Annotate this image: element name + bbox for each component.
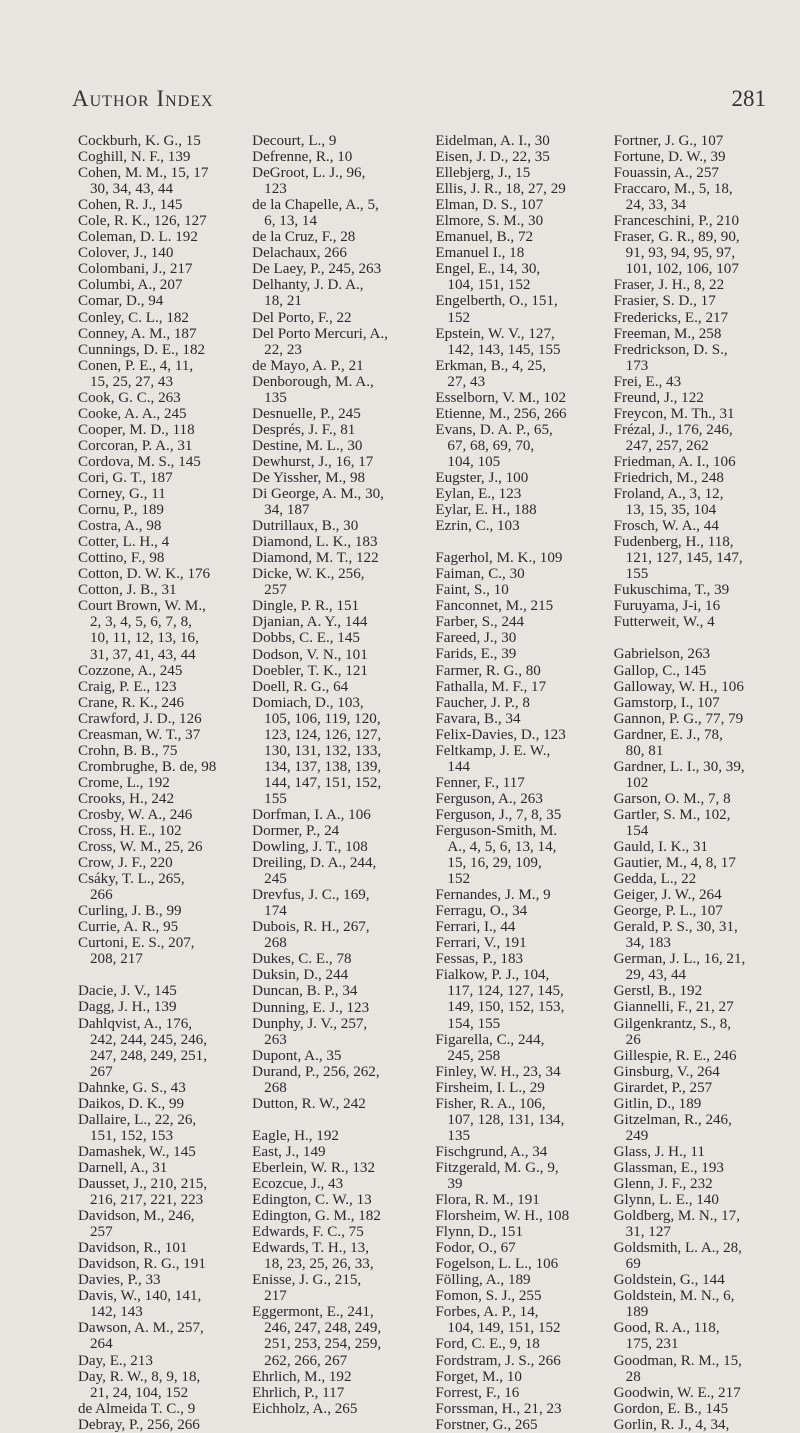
letter-group-gap	[614, 630, 778, 646]
index-entry: Ferguson, J., 7, 8, 35	[435, 806, 562, 823]
index-entry: Firsheim, I. L., 29	[435, 1079, 545, 1096]
index-entry: Figarella, C., 244, 245, 258	[435, 1031, 545, 1064]
index-entry: Fraser, G. R., 89, 90, 91, 93, 94, 95, 97, 101, 102, 106, 107	[613, 229, 740, 278]
index-entry: Ellebjerg, J., 15	[435, 165, 531, 182]
index-entry: Dallaire, L., 22, 26, 151, 152, 153	[78, 1111, 197, 1144]
index-entry: Farids, E., 39	[435, 646, 517, 663]
index-entry: Curling, J. B., 99	[78, 903, 182, 920]
index-entry: Dorfman, I. A., 106	[252, 806, 371, 823]
index-entry: Fraccaro, M., 5, 18, 24, 33, 34	[613, 181, 733, 214]
index-entry: Fredrickson, D. S., 173	[613, 341, 728, 374]
index-entry: Cooke, A. A., 245	[78, 405, 187, 422]
index-entry: Etienne, M., 256, 266	[435, 405, 567, 422]
index-entry: Gardner, L. I., 30, 39, 102	[613, 758, 745, 791]
index-entry: Fortune, D. W., 39	[613, 149, 726, 166]
index-entry: Ferrari, I., 44	[435, 919, 516, 936]
index-entry: Garson, O. M., 7, 8	[613, 790, 731, 807]
index-entry: Faiman, C., 30	[435, 566, 525, 583]
index-entry: Faint, S., 10	[435, 582, 509, 599]
index-entry: Cook, G. C., 263	[78, 389, 181, 406]
index-entry: Di George, A. M., 30, 34, 187	[252, 486, 384, 519]
index-entry: Gerstl, B., 192	[613, 983, 703, 1000]
index-entry: Dodson, V. N., 101	[252, 646, 368, 663]
index-entry: Esselborn, V. M., 102	[435, 389, 567, 406]
index-entry: Finley, W. H., 23, 34	[435, 1063, 561, 1080]
index-entry: Goldstein, M. N., 6, 189	[613, 1288, 735, 1321]
index-entry: Goodwin, W. E., 217	[613, 1384, 741, 1401]
index-entry: Gitzelman, R., 246, 249	[613, 1111, 732, 1144]
index-entry: Diamond, M. T., 122	[252, 550, 379, 567]
index-entry: Del Porto, F., 22	[252, 309, 352, 326]
index-entry: Dahnke, G. S., 43	[78, 1079, 186, 1096]
index-entry: Galloway, W. H., 106	[613, 678, 744, 695]
index-entry: Freund, J., 122	[613, 389, 704, 406]
index-entry: Colover, J., 140	[78, 245, 174, 262]
index-entry: Corney, G., 11	[78, 486, 166, 503]
index-entry: Faucher, J. P., 8	[435, 694, 530, 711]
index-entry: Flora, R. M., 191	[435, 1192, 540, 1209]
index-entry: Dowling, J. T., 108	[252, 839, 368, 856]
index-entry: Després, J. F., 81	[252, 421, 356, 438]
index-entry: Flynn, D., 151	[435, 1224, 524, 1241]
index-entry: Gorlin, R. J., 4, 34,	[613, 1416, 730, 1433]
index-entry: Eagle, H., 192	[252, 1127, 339, 1144]
index-entry: Fagerhol, M. K., 109	[435, 550, 563, 567]
index-entry: Corcoran, P. A., 31	[78, 437, 193, 454]
index-entry: Gitlin, D., 189	[613, 1095, 702, 1112]
index-entry: Epstein, W. V., 127, 142, 143, 145, 155	[435, 325, 561, 358]
index-entry: Elmore, S. M., 30	[435, 213, 544, 230]
index-entry: Frasier, S. D., 17	[613, 293, 716, 310]
index-entry: Eisen, J. D., 22, 35	[435, 149, 550, 166]
index-entry: Dewhurst, J., 16, 17	[252, 453, 374, 470]
index-entry: Eggermont, E., 241, 246, 247, 248, 249, 251, 253, 254, 259, 262, 266, 267	[252, 1304, 382, 1369]
index-entry: Fomon, S. J., 255	[435, 1288, 542, 1305]
index-entry: Cockburh, K. G., 15	[78, 133, 201, 149]
index-entry: Conney, A. M., 187	[78, 325, 197, 342]
letter-group-gap	[435, 534, 601, 550]
index-entry: Gabrielson, 263	[613, 646, 711, 663]
index-entry: Glynn, L. E., 140	[613, 1192, 719, 1209]
index-entry: Fudenberg, H., 118, 121, 127, 145, 147, 155	[613, 534, 743, 583]
index-entry: Gillespie, R. E., 246	[613, 1047, 737, 1064]
index-entry: Eichholz, A., 265	[252, 1400, 358, 1417]
index-entry: Fisher, R. A., 106, 107, 128, 131, 134, 135	[435, 1095, 565, 1144]
index-entry: Delhanty, J. D. A., 18, 21	[252, 277, 364, 310]
running-head: Author Index	[72, 86, 214, 111]
index-entry: Fortner, J. G., 107	[613, 133, 724, 149]
index-entry: Cooper, M. D., 118	[78, 421, 195, 438]
index-entry: Erkman, B., 4, 25, 27, 43	[435, 357, 547, 390]
index-entry: Dunning, E. J., 123	[252, 999, 370, 1016]
index-entry: Felix-Davies, D., 123	[435, 726, 566, 743]
index-entry: Damashek, W., 145	[78, 1143, 196, 1160]
index-entry: Elman, D. S., 107	[435, 197, 544, 214]
index-entry: Davidson, R., 101	[78, 1240, 188, 1257]
index-entry: Fessas, P., 183	[435, 951, 524, 968]
index-entry: Friedman, A. I., 106	[613, 453, 736, 470]
index-entry: Crooks, H., 242	[78, 790, 175, 807]
index-entry: Forssman, H., 21, 23	[435, 1400, 562, 1417]
index-entry: Forrest, F., 16	[435, 1384, 520, 1401]
index-column-3	[435, 133, 601, 1433]
index-entry: Ferragu, O., 34	[435, 903, 528, 920]
index-entry: Florsheim, W. H., 108	[435, 1208, 570, 1225]
index-entry: Fenner, F., 117	[435, 774, 525, 791]
index-entry: Dahlqvist, A., 176, 242, 244, 245, 246, 247, 248, 249, 251, 267	[78, 1015, 207, 1080]
index-entry: Gilgenkrantz, S., 8, 26	[613, 1015, 732, 1048]
index-entry: Dutrillaux, B., 30	[252, 518, 359, 535]
index-entry: Eugster, J., 100	[435, 469, 529, 486]
index-entry: Creasman, W. T., 37	[78, 726, 201, 743]
index-entry: Craig, P. E., 123	[78, 678, 177, 695]
index-entry: Decourt, L., 9	[252, 133, 337, 149]
index-entry: Gauld, I. K., 31	[613, 839, 708, 856]
index-entry: Ferguson-Smith, M. A., 4, 5, 6, 13, 14, 15, 16, 29, 109, 152	[435, 822, 558, 888]
index-entry: Furuyama, J-i, 16	[613, 598, 721, 615]
index-entry: German, J. L., 16, 21, 29, 43, 44	[613, 951, 746, 984]
index-entry: Forstner, G., 265	[435, 1416, 538, 1433]
index-entry: Coleman, D. L. 192	[78, 229, 198, 246]
index-entry: Enisse, J. G., 215, 217	[252, 1272, 362, 1305]
index-entry: Gamstorp, I., 107	[613, 694, 720, 711]
index-entry: de Almeida T. C., 9	[78, 1400, 196, 1417]
index-entry: Engel, E., 14, 30, 104, 151, 152	[435, 261, 541, 294]
index-entry: Fischgrund, A., 34	[435, 1143, 548, 1160]
index-entry: Gerald, P. S., 30, 31, 34, 183	[613, 919, 738, 952]
index-entry: Darnell, A., 31	[78, 1159, 168, 1176]
index-entry: Ford, C. E., 9, 18	[435, 1336, 540, 1353]
index-entry: Cohen, M. M., 15, 17 30, 34, 43, 44	[78, 165, 209, 198]
index-entry: Glass, J. H., 11	[613, 1143, 705, 1160]
index-entry: Crane, R. K., 246	[78, 694, 185, 711]
index-entry: Comar, D., 94	[78, 293, 164, 310]
index-entry: Fanconnet, M., 215	[435, 598, 554, 615]
index-entry: Dausset, J., 210, 215, 216, 217, 221, 223	[78, 1176, 208, 1209]
index-entry: Dupont, A., 35	[252, 1047, 342, 1064]
index-entry: Ecozcue, J., 43	[252, 1176, 344, 1192]
index-entry: Forbes, A. P., 14, 104, 149, 151, 152	[435, 1304, 561, 1337]
index-entry: Emanuel I., 18	[435, 245, 525, 262]
index-entry: De Yissher, M., 98	[252, 469, 366, 486]
index-entry: Duksin, D., 244	[252, 967, 349, 984]
index-entry: Goldstein, G., 144	[613, 1272, 725, 1289]
index-entry: Futterweit, W., 4	[613, 614, 715, 631]
index-entry: Ferguson, A., 263	[435, 790, 543, 807]
index-entry: Eylan, E., 123	[435, 486, 522, 503]
index-entry: Fordstram, J. S., 266	[435, 1352, 561, 1369]
index-entry: Destine, M. L., 30	[252, 437, 363, 454]
index-entry: Gartler, S. M., 102, 154	[613, 806, 731, 839]
index-entry: Geiger, J. W., 264	[613, 887, 722, 904]
index-entry: Fialkow, P. J., 104, 117, 124, 127, 145, 149, 150, 152, 153, 154, 155	[435, 967, 565, 1032]
index-entry: Cotton, D. W. K., 176	[78, 566, 211, 583]
index-entry: Fraser, J. H., 8, 22	[613, 277, 725, 294]
index-entry: Froland, A., 3, 12, 13, 15, 35, 104	[613, 486, 724, 519]
index-entry: Delachaux, 266	[252, 245, 347, 262]
index-entry: Day, R. W., 8, 9, 18, 21, 24, 104, 152	[78, 1368, 201, 1401]
index-entry: Gedda, L., 22	[613, 871, 697, 888]
index-entry: de la Cruz, F., 28	[252, 229, 356, 246]
index-entry: Fukuschima, T., 39	[613, 582, 730, 599]
index-entry: Cozzone, A., 245	[78, 662, 183, 679]
index-entry: Cotter, L. H., 4	[78, 534, 170, 551]
index-entry: Costra, A., 98	[78, 518, 162, 535]
index-entry: Giannelli, F., 21, 27	[613, 999, 734, 1016]
index-entry: Conley, C. L., 182	[78, 309, 189, 326]
index-entry: Cottino, F., 98	[78, 550, 165, 567]
index-column-4	[613, 133, 778, 1433]
index-entry: Fredericks, E., 217	[613, 309, 729, 326]
index-entry: Dobbs, C. E., 145	[252, 630, 360, 647]
index-entry: Friedrich, M., 248	[613, 469, 724, 486]
index-entry: George, P. L., 107	[613, 903, 723, 920]
index-entry: Ezrin, C., 103	[435, 518, 520, 535]
index-entry: Dutton, R. W., 242	[252, 1095, 366, 1112]
index-entry: Drevfus, J. C., 169, 174	[252, 887, 370, 920]
letter-group-gap	[78, 967, 246, 983]
index-entry: Freeman, M., 258	[613, 325, 722, 342]
index-entry: Day, E., 213	[78, 1352, 153, 1369]
index-column-1	[78, 133, 246, 1433]
letter-group-gap	[252, 1112, 419, 1128]
index-entry: Emanuel, B., 72	[435, 229, 534, 246]
index-entry: Fareed, J., 30	[435, 630, 517, 647]
index-entry: Currie, A. R., 95	[78, 919, 179, 936]
index-entry: Fitzgerald, M. G., 9, 39	[435, 1159, 559, 1192]
index-columns	[78, 133, 778, 1433]
index-entry: Denborough, M. A., 135	[252, 373, 374, 406]
index-entry: Crombrughe, B. de, 98	[78, 758, 217, 775]
index-entry: Freycon, M. Th., 31	[613, 405, 735, 422]
index-entry: Frosch, W. A., 44	[613, 518, 719, 535]
index-entry: Evans, D. A. P., 65, 67, 68, 69, 70, 104, 105	[435, 421, 553, 470]
index-entry: Frézal, J., 176, 246, 247, 257, 262	[613, 421, 733, 454]
index-entry: Crome, L., 192	[78, 774, 170, 791]
index-entry: Defrenne, R., 10	[252, 149, 353, 166]
index-entry: Fouassin, A., 257	[613, 165, 719, 182]
index-entry: Edwards, T. H., 13, 18, 23, 25, 26, 33,	[252, 1240, 374, 1273]
index-entry: Debray, P., 256, 266	[78, 1416, 200, 1433]
index-entry: Girardet, P., 257	[613, 1079, 713, 1096]
index-entry: Cori, G. T., 187	[78, 469, 173, 486]
index-entry: Court Brown, W. M., 2, 3, 4, 5, 6, 7, 8, 10, 11, 12, 13, 16, 31, 37, 41, 43, 44	[78, 598, 206, 663]
index-entry: Crawford, J. D., 126	[78, 710, 202, 727]
index-entry: Cotton, J. B., 31	[78, 582, 177, 599]
index-entry: Gautier, M., 4, 8, 17	[613, 855, 736, 872]
index-entry: Dormer, P., 24	[252, 823, 340, 840]
index-entry: Cole, R. K., 126, 127	[78, 213, 207, 230]
index-entry: Eylar, E. H., 188	[435, 502, 537, 519]
index-entry: Dreiling, D. A., 244, 245	[252, 855, 377, 888]
index-entry: Dicke, W. K., 256, 257	[252, 566, 365, 599]
index-entry: De Laey, P., 245, 263	[252, 261, 382, 278]
index-entry: Durand, P., 256, 262, 268	[252, 1063, 380, 1096]
index-entry: Gannon, P. G., 77, 79	[613, 710, 744, 727]
index-entry: Fernandes, J. M., 9	[435, 887, 551, 904]
index-entry: Eidelman, A. I., 30	[435, 133, 550, 149]
index-entry: Dacie, J. V., 145	[78, 983, 177, 1000]
index-entry: Columbi, A., 207	[78, 277, 183, 294]
index-entry: Edington, C. W., 13	[252, 1192, 372, 1209]
index-entry: Colombani, J., 217	[78, 261, 193, 278]
index-entry: Conen, P. E., 4, 11, 15, 25, 27, 43	[78, 357, 194, 390]
index-entry: Good, R. A., 118, 175, 231	[613, 1320, 720, 1353]
index-entry: Favara, B., 34	[435, 710, 521, 727]
index-entry: Franceschini, P., 210	[613, 213, 740, 230]
index-entry: Cross, H. E., 102	[78, 823, 182, 840]
index-entry: Farmer, R. G., 80	[435, 662, 541, 679]
index-entry: Domiach, D., 103, 105, 106, 119, 120, 123, 124, 126, 127, 130, 131, 132, 133, 134, 137, 138, 139, 144, 147, 151, 152, 155	[252, 694, 382, 807]
index-entry: Dawson, A. M., 257, 264	[78, 1320, 204, 1353]
index-entry: Dunphy, J. V., 257, 263	[252, 1015, 368, 1048]
index-entry: Ehrlich, P., 117	[252, 1384, 345, 1401]
index-entry: Ellis, J. R., 18, 27, 29	[435, 181, 566, 198]
index-entry: Coghill, N. F., 139	[78, 149, 191, 166]
index-entry: Edington, G. M., 182	[252, 1208, 381, 1225]
index-entry: Feltkamp, J. E. W., 144	[435, 742, 551, 775]
index-entry: Edwards, F. C., 75	[252, 1224, 364, 1241]
index-entry: Cornu, P., 189	[78, 502, 164, 519]
index-entry: Crow, J. F., 220	[78, 855, 173, 872]
page-number: 281	[731, 86, 766, 111]
index-column-2	[252, 133, 419, 1417]
index-entry: Frei, E., 43	[613, 373, 682, 390]
index-entry: Fodor, O., 67	[435, 1240, 516, 1257]
index-entry: Davis, W., 140, 141, 142, 143	[78, 1288, 202, 1321]
index-entry: Djanian, A. Y., 144	[252, 614, 368, 631]
index-entry: Duncan, B. P., 34	[252, 983, 358, 1000]
index-entry: East, J., 149	[252, 1143, 326, 1160]
index-entry: de la Chapelle, A., 5, 6, 13, 14	[252, 197, 379, 230]
index-entry: Goldsmith, L. A., 28, 69	[613, 1240, 742, 1273]
index-entry: Goodman, R. M., 15, 28	[613, 1352, 742, 1385]
index-entry: Fathalla, M. F., 17	[435, 678, 547, 695]
index-entry: Davidson, R. G., 191	[78, 1256, 206, 1273]
index-entry: Dukes, C. E., 78	[252, 951, 352, 968]
index-entry: DeGroot, L. J., 96, 123	[252, 165, 366, 198]
index-entry: Davidson, M., 246, 257	[78, 1208, 195, 1241]
index-entry: Daikos, D. K., 99	[78, 1095, 185, 1112]
index-entry: Crohn, B. B., 75	[78, 742, 178, 759]
index-entry: Crosby, W. A., 246	[78, 806, 193, 823]
index-entry: Csáky, T. L., 265, 266	[78, 871, 185, 904]
index-entry: Gardner, E. J., 78, 80, 81	[613, 726, 723, 759]
index-entry: Eberlein, W. R., 132	[252, 1159, 376, 1176]
index-entry: Davies, P., 33	[78, 1272, 161, 1289]
index-entry: Goldberg, M. N., 17, 31, 127	[613, 1208, 740, 1241]
index-entry: Cunnings, D. E., 182	[78, 341, 206, 358]
index-entry: Curtoni, E. S., 207, 208, 217	[78, 935, 195, 968]
index-entry: Gallop, C., 145	[613, 662, 707, 679]
index-entry: Ginsburg, V., 264	[613, 1063, 720, 1080]
index-entry: Dingle, P. R., 151	[252, 598, 360, 615]
index-entry: Fogelson, L. L., 106	[435, 1256, 559, 1273]
index-entry: Doebler, T. K., 121	[252, 662, 368, 679]
index-entry: Farber, S., 244	[435, 614, 525, 631]
index-entry: Desnuelle, P., 245	[252, 405, 361, 422]
index-entry: Ferrari, V., 191	[435, 935, 527, 952]
index-entry: Doell, R. G., 64	[252, 678, 349, 695]
index-entry: Cordova, M. S., 145	[78, 453, 201, 470]
index-entry: Dubois, R. H., 267, 268	[252, 919, 370, 952]
index-entry: Gordon, E. B., 145	[613, 1400, 729, 1417]
index-entry: Engelberth, O., 151, 152	[435, 293, 558, 326]
index-entry: Ehrlich, M., 192	[252, 1368, 352, 1385]
index-entry: Glenn, J. F., 232	[613, 1176, 713, 1192]
index-entry: Dagg, J. H., 139	[78, 999, 177, 1016]
index-entry: Fölling, A., 189	[435, 1272, 531, 1289]
index-entry: Glassman, E., 193	[613, 1159, 724, 1176]
index-entry: Cohen, R. J., 145	[78, 197, 183, 214]
index-entry: Diamond, L. K., 183	[252, 534, 378, 551]
index-entry: de Mayo, A. P., 21	[252, 357, 364, 374]
index-entry: Cross, W. M., 25, 26	[78, 839, 203, 856]
index-entry: Forget, M., 10	[435, 1368, 522, 1385]
index-entry: Del Porto Mercuri, A., 22, 23	[252, 325, 388, 358]
